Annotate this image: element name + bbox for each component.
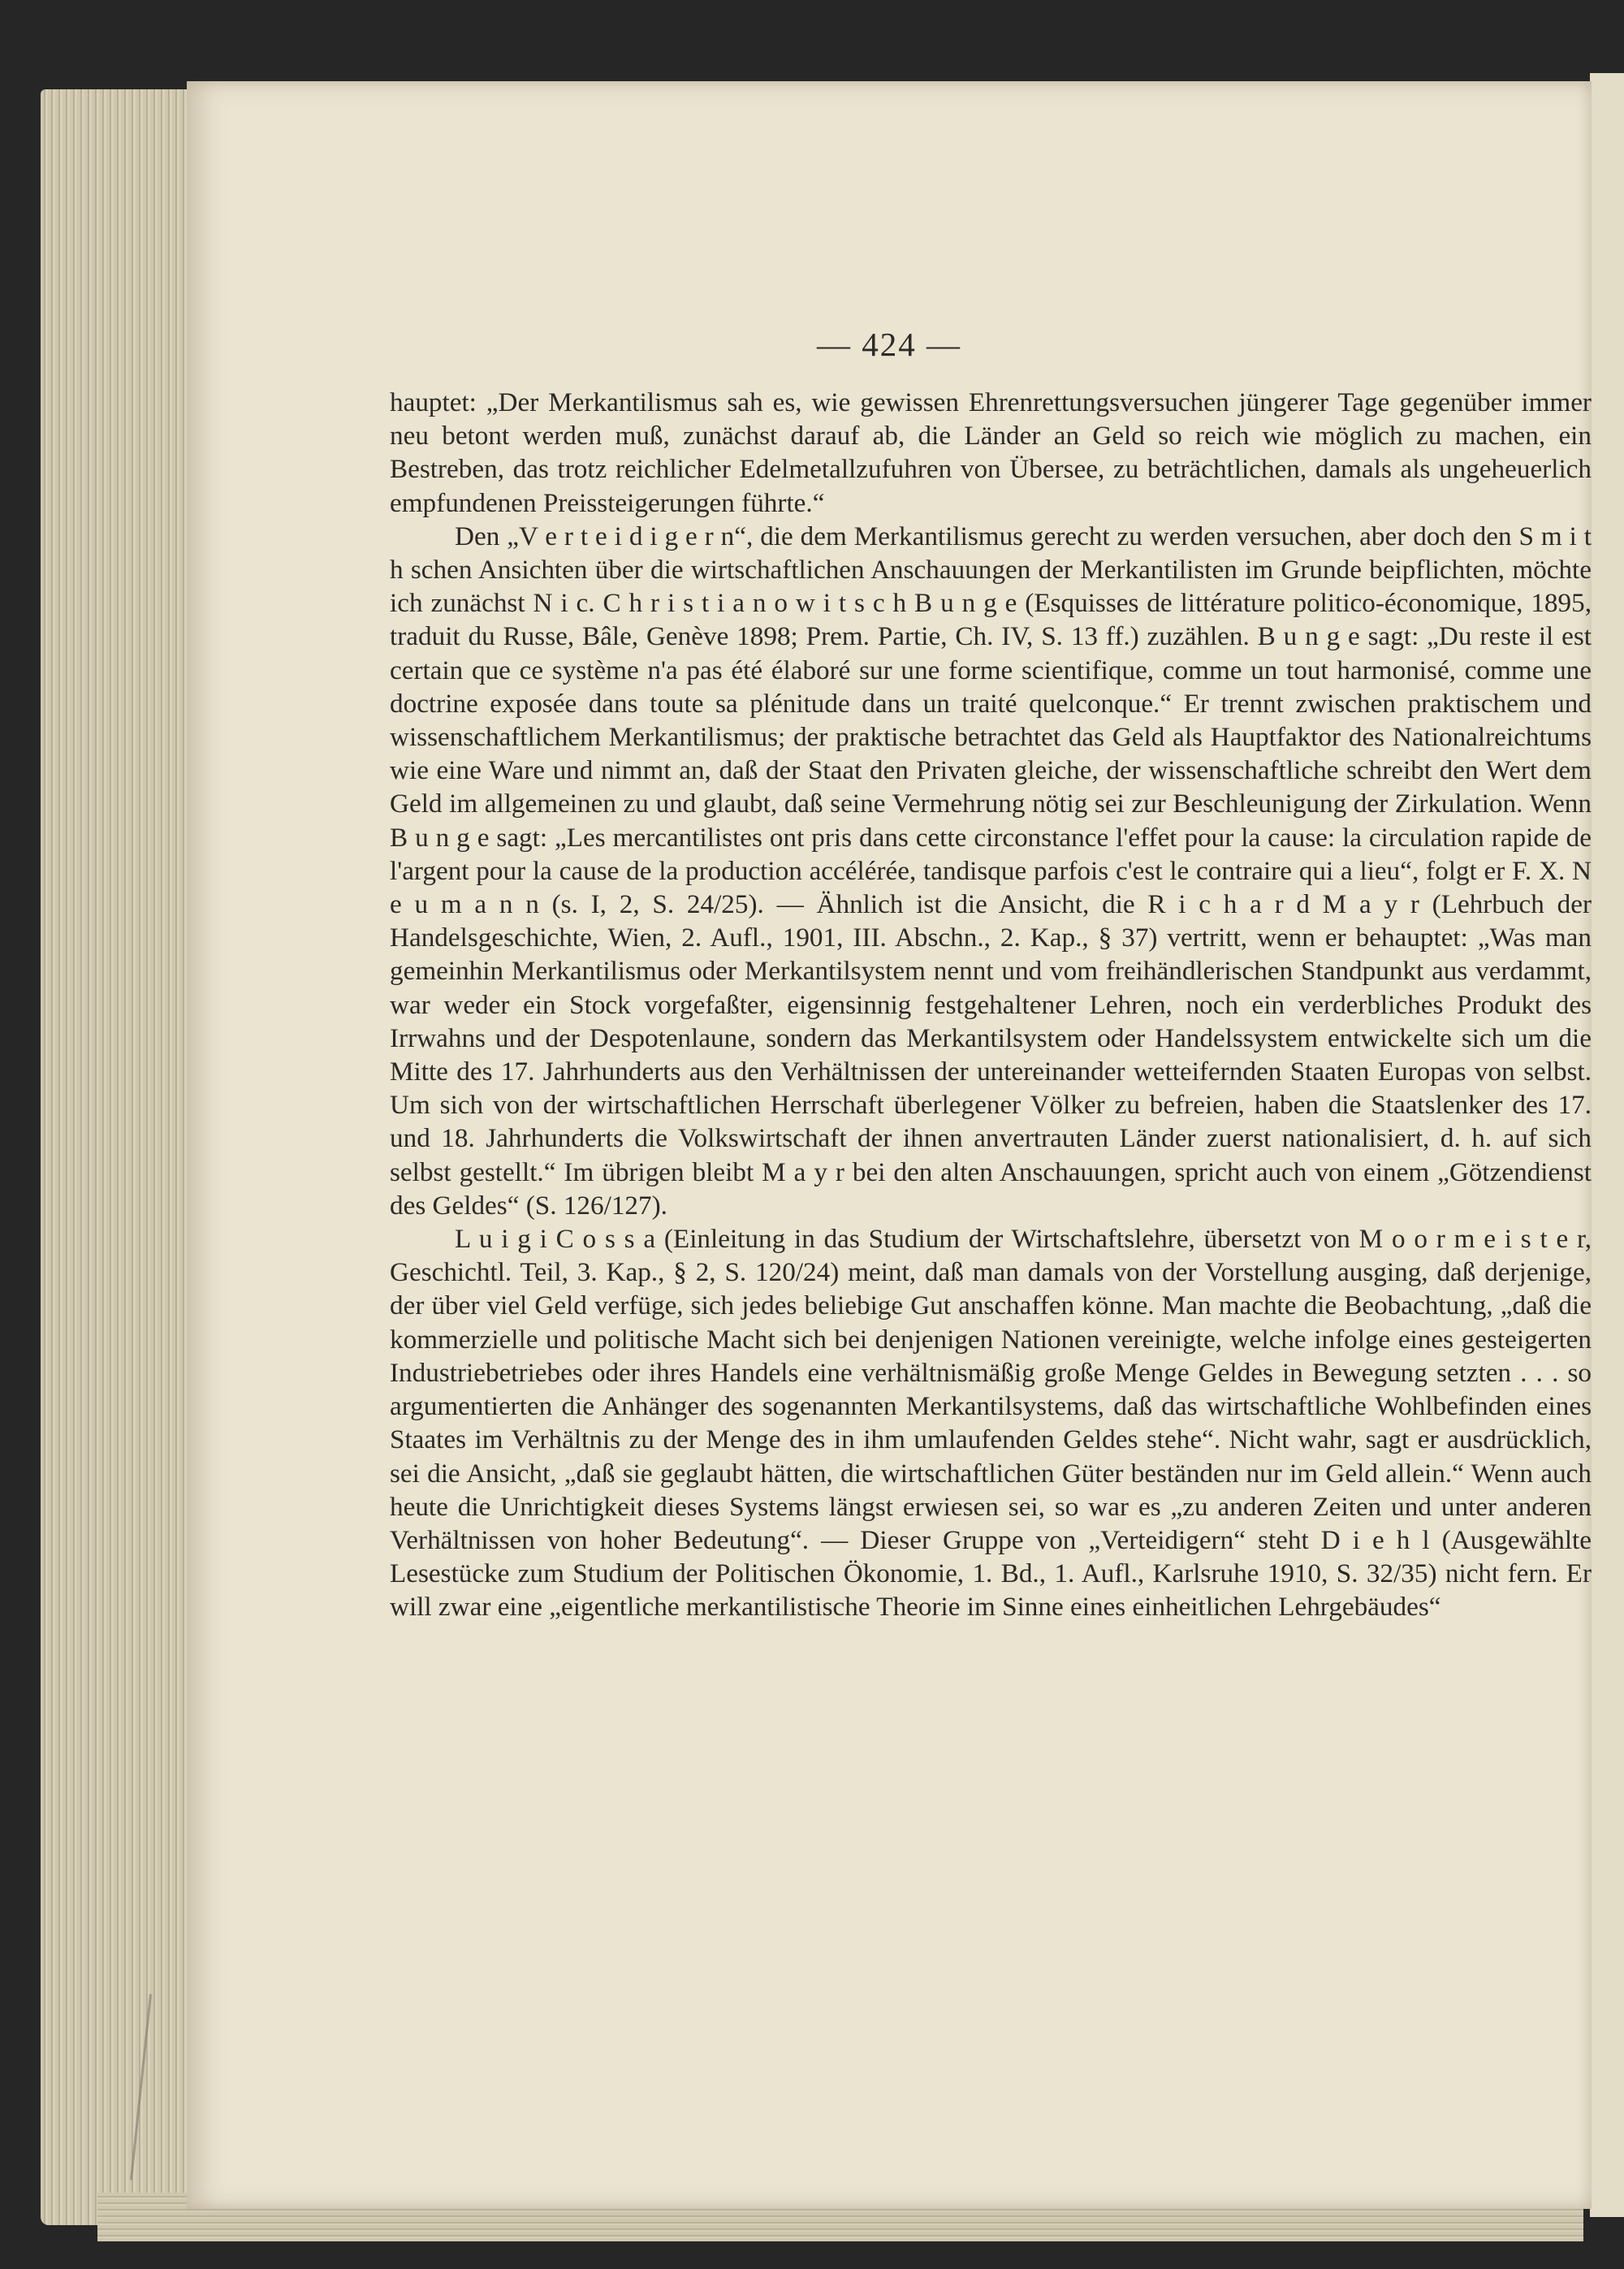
- body-text: [390, 386, 1592, 1624]
- book-page: [187, 81, 1592, 2209]
- page-number: — 424 —: [817, 326, 961, 363]
- paragraph-3: L u i g i C o s s a (Einleitung in das Studium der Wirtschaftslehre, übersetzt von M o o r m e i s t e r, Geschichtl. Teil, 3. Kap., § 2, S. 120/24) meint, daß man damals von der Vorstellung ausging, daß derjenige, der über viel Geld verfüge, sich jedes beliebige Gut anschaffen könne. Man machte die Beobachtung, „daß die kommerzielle und politische Macht sich bei denjenigen Nationen vereinigte, welche infolge eines gesteigerten Industriebetriebes oder ihres Handels eine verhältnismäßig große Menge Geldes in Bewegung setzten . . . so argumentierten die Anhänger des sogenannten Merkantilsystems, daß das wirtschaftliche Wohlbefinden eines Staates im Verhältnis zu der Menge des in ihm umlaufenden Geldes stehe“. Nicht wahr, sagt er ausdrücklich, sei die Ansicht, „daß sie geglaubt hätten, die wirtschaftlichen Güter beständen nur im Geld allein.“ Wenn auch heute die Unrichtigkeit dieses Systems längst erwiesen sei, so war es „zu anderen Zeiten und unter anderen Verhältnissen von hoher Bedeutung“. — Dieser Gruppe von „Verteidigern“ steht D i e h l (Ausgewählte Lesestücke zum Studium der Politischen Ökonomie, 1. Bd., 1. Aufl., Karlsruhe 1910, S. 32/35) nicht fern. Er will zwar eine „eigentliche merkantilistische Theorie im Sinne eines einheitlichen Lehrgebäudes“: [390, 1224, 1592, 1623]
- paragraph-1: hauptet: „Der Merkantilismus sah es, wie gewissen Ehrenrettungsversuchen jüngerer Tage gegenüber immer neu betont werden muß, zunächst darauf ab, die Länder an Geld so reich wie möglich zu machen, ein Bestreben, das trotz reichlicher Edelmetallzufuhren von Übersee, zu beträchtlichen, damals als ungeheuerlich empfundenen Preissteigerungen führte.“: [390, 387, 1592, 518]
- facing-page-edge: [1590, 73, 1624, 2217]
- paragraph-2: Den „V e r t e i d i g e r n“, die dem Merkantilismus gerecht zu werden versuchen, aber doch den S m i t h schen Ansichten über die wirtschaftlichen Anschauungen der Merkantilisten im Grunde beipflichten, möchte ich zunächst N i c. C h r i s t i a n o w i t s c h B u n g e (Esquisses de littérature politico-économique, 1895, traduit du Russe, Bâle, Genève 1898; Prem. Partie, Ch. IV, S. 13 ff.) zuzählen. B u n g e sagt: „Du reste il est certain que ce système n'a pas été élaboré sur une forme scientifique, comme un tout harmonisé, comme une doctrine exposée dans toute sa plénitude dans un traité quelconque.“ Er trennt zwischen praktischem und wissenschaftlichem Merkantilismus; der praktische betrachtet das Geld als Hauptfaktor des Nationalreichtums wie eine Ware und nimmt an, daß der Staat den Privaten gleiche, der wissenschaftliche schreibt den Wert dem Geld im allgemeinen zu und glaubt, daß seine Vermehrung nötig sei zur Beschleunigung der Zirkulation. Wenn B u n g e sagt: „Les mercantilistes ont pris dans cette circonstance l'effet pour la cause: la circulation rapide de l'argent pour la cause de la production accélérée, tandisque parfois c'est le contraire qui a lieu“, folgt er F. X. N e u m a n n (s. I, 2, S. 24/25). — Ähnlich ist die Ansicht, die R i c h a r d M a y r (Lehrbuch der Handelsgeschichte, Wien, 2. Aufl., 1901, III. Abschn., 2. Kap., § 37) vertritt, wenn er behauptet: „Was man gemeinhin Merkantilismus oder Merkantilsystem nennt und vom freihändlerischen Standpunkt aus verdammt, war weder ein Stock vorgefaßter, eigensinnig festgehaltener Lehren, noch ein verderbliches Produkt des Irrwahns und der Despotenlaune, sondern das Merkantilsystem oder Handelssystem entwickelte sich um die Mitte des 17. Jahrhunderts aus den Verhältnissen der untereinander wetteifernden Staaten Europas von selbst. Um sich von der wirtschaftlichen Herrschaft überlegener Völker zu befreien, haben die Staatslenker des 17. und 18. Jahrhunderts die Volkswirtschaft der ihnen anvertrauten Länder zuerst nationalisiert, d. h. auf sich selbst gestellt.“ Im übrigen bleibt M a y r bei den alten Anschauungen, spricht auch von einem „Götzendienst des Geldes“ (S. 126/127).: [390, 521, 1592, 1221]
- book-page-edges: [41, 89, 195, 2225]
